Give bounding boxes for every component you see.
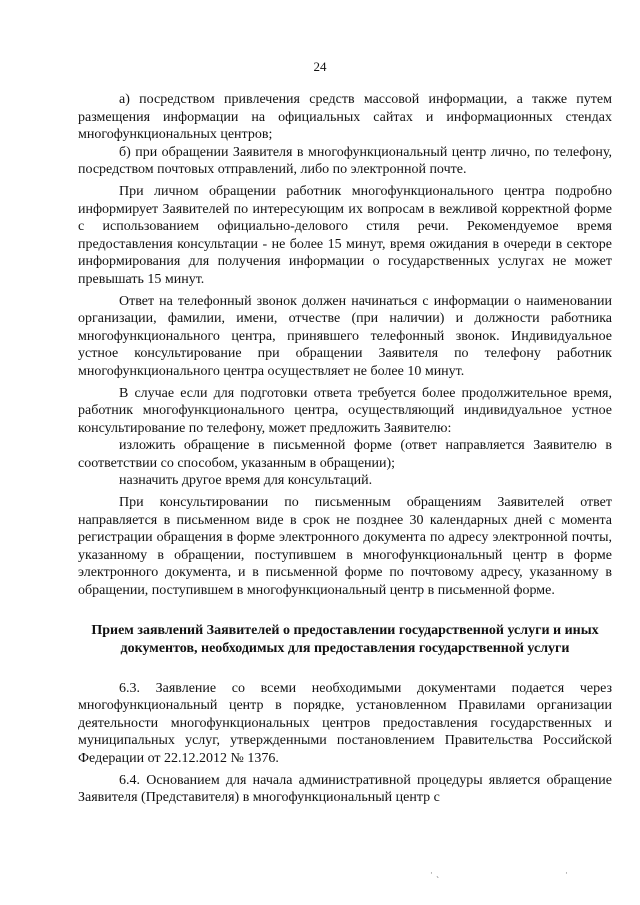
paragraph-written-requests: При консультировании по письменным обращениям Заявителей ответ направляется в письменном виде в срок не позднее 30 календарных дней с момента регистрации обращения в форме электронного документа по адресу электронной почты, указанному в обращении, поступившем в многофункциональный центр в форме электронного документа, и в письменной форме по почтовому адресу, указанному в обращении, поступившем в многофункциональный центр в письменной форме. xyxy=(78,495,612,599)
paragraph-personal-visit: При личном обращении работник многофункционального центра подробно информирует Заявителей по интересующим их вопросам в вежливой корректной форме с использованием официально-делового стиля речи. Рекомендуемое время предоставления консультации - не более 15 минут, время ожидания в очереди в секторе информирования для получения информации о государственных услугах не может превышать 15 минут. xyxy=(78,183,612,287)
page-number: 24 xyxy=(313,59,327,74)
paragraph-phone-call: Ответ на телефонный звонок должен начинаться с информации о наименовании организации, фамилии, имени, отчестве (при наличии) и должности работника многофункционального центра, принявшего телефонный звонок. Индивидуальное устное консультирование при обращении Заявителя по телефону работник многофункционального центра осуществляет не более 10 минут. xyxy=(78,293,612,379)
paragraph-6-3: 6.3. Заявление со всеми необходимыми документами подается через многофункциональный центр в порядке, установленном Правилами организации деятельности многофункциональных центров предоставления государственных и муниципальных услуг, утвержденными постановлением Правительства Российской Федерации от 22.12.2012 № 1376. xyxy=(78,680,612,766)
paragraph-longer-answer: В случае если для подготовки ответа требуется более продолжительное время, работник многофункционального центра, осуществляющий индивидуальное устное консультирование по телефону, может предложить Заявителю: xyxy=(78,385,612,436)
paragraph-option-written: изложить обращение в письменной форме (ответ направляется Заявителю в соответствии со способом, указанным в обращении); xyxy=(78,438,612,471)
section-heading: Прием заявлений Заявителей о предоставлении государственной услуги и иных документов, необходимых для предоставления государственной услуги xyxy=(91,622,599,656)
document-body xyxy=(78,91,612,807)
paragraph-6-4: 6.4. Основанием для начала административной процедуры является обращение Заявителя (Представителя) в многофункциональный центр с xyxy=(78,772,612,806)
paragraph-option-reschedule: назначить другое время для консультаций. xyxy=(119,473,373,489)
paragraph-direct-contact: б) при обращении Заявителя в многофункциональный центр лично, по телефону, посредством почтовых отправлений, либо по электронной почте. xyxy=(78,144,612,178)
paragraph-mass-media: а) посредством привлечения средств массовой информации, а также путем размещения информации на официальных сайтах и информационных стендах многофункциональных центров; xyxy=(78,92,612,143)
scan-speck: ‧ xyxy=(565,869,568,879)
scan-speck: ‧ ˎ xyxy=(430,869,441,879)
